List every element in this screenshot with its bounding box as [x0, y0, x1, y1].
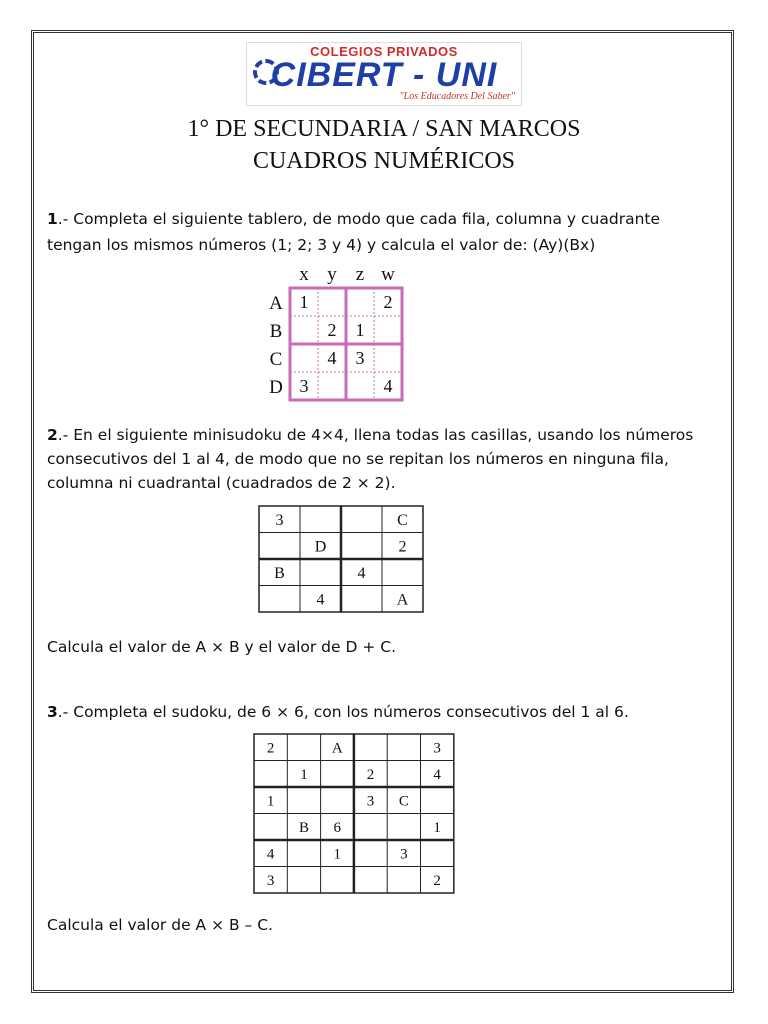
q1-board: [262, 262, 422, 404]
q3-cell-value: 6: [333, 820, 341, 836]
q2-number: 2: [47, 426, 58, 444]
q1-cell-value: 1: [299, 292, 309, 312]
q3-cell-value: 1: [333, 846, 341, 863]
q3-number: 3: [47, 703, 58, 721]
q2-cell-value: 2: [398, 538, 407, 556]
logo-tagline: "Los Educadores Del Saber": [399, 91, 515, 102]
q1-col-label: w: [381, 264, 395, 285]
q2-text-line1: 2.- En el siguiente minisudoku de 4×4, llena todas las casillas, usando los números: [47, 426, 694, 444]
q1-row-label: C: [269, 349, 283, 370]
q1-cell-value: 1: [355, 320, 365, 340]
page-title: 1° DE SECUNDARIA / SAN MARCOS: [187, 116, 581, 142]
q2-cell-value: 4: [357, 564, 366, 582]
q1-cell-value: 3: [299, 376, 309, 396]
q1-cell-value: 2: [327, 320, 337, 340]
q3-cell-value: 3: [266, 873, 275, 889]
q1-cell-value: 2: [383, 292, 393, 312]
q3-cell-value: C: [398, 793, 409, 810]
q2-text-line3: columna ni cuadrantal (cuadrados de 2 × 2).: [47, 474, 396, 492]
q2-cell-value: B: [274, 564, 285, 582]
school-logo: [246, 42, 522, 106]
q2-cell-value: C: [397, 511, 408, 529]
q1-col-label: x: [299, 264, 309, 285]
q1-cell-value: 4: [383, 376, 393, 396]
q1-row-label: A: [269, 293, 283, 314]
q3-cell-value: 2: [366, 767, 375, 783]
q3-cell-value: A: [331, 740, 343, 757]
q2-cell-value: D: [314, 538, 327, 556]
q2-text-line2: consecutivos del 1 al 4, de modo que no se repitan los números en ninguna fila,: [47, 450, 669, 468]
q3-sudoku: [252, 732, 456, 896]
q3-question: Calcula el valor de A × B – C.: [47, 916, 273, 934]
q2-cell-value: A: [396, 591, 409, 609]
q2-minisudoku: [257, 504, 425, 614]
q3-cell-value: 1: [433, 820, 441, 836]
q1-col-label: y: [327, 264, 337, 285]
q3-cell-value: 1: [300, 767, 308, 783]
q2-cell-value: 3: [275, 511, 284, 529]
logo-top-text: COLEGIOS PRIVADOS: [310, 44, 458, 59]
q3-cell-value: 3: [433, 740, 441, 757]
q3-cell-value: 2: [266, 740, 275, 757]
q1-text-line2: tengan los mismos números (1; 2; 3 y 4) y calcula el valor de: (Ay)(Bx): [47, 236, 596, 254]
q1-cell-value: 3: [355, 348, 365, 368]
q2-cell-value: 4: [316, 591, 325, 609]
q1-row-label: B: [269, 321, 283, 342]
q3-cell-value: 1: [266, 793, 275, 810]
q3-cell-value: 3: [400, 846, 408, 863]
q3-cell-value: B: [298, 820, 309, 836]
q1-col-label: z: [355, 264, 365, 285]
logo-main-text: CIBERT - UNI: [270, 56, 498, 94]
q3-cell-value: 2: [433, 873, 441, 889]
q1-cell-value: 4: [327, 348, 337, 368]
q1-row-label: D: [269, 377, 283, 398]
q1-number: 1: [47, 210, 58, 228]
q3-cell-value: 3: [366, 793, 375, 810]
q3-cell-value: 4: [433, 767, 441, 783]
q1-text-line1: 1.- Completa el siguiente tablero, de modo que cada fila, columna y cuadrante: [47, 210, 661, 228]
page-subtitle: CUADROS NUMÉRICOS: [252, 148, 516, 174]
q3-text-line1: 3.- Completa el sudoku, de 6 × 6, con los números consecutivos del 1 al 6.: [47, 703, 629, 721]
q2-question: Calcula el valor de A × B y el valor de D + C.: [47, 638, 396, 656]
q3-cell-value: 4: [266, 846, 275, 863]
